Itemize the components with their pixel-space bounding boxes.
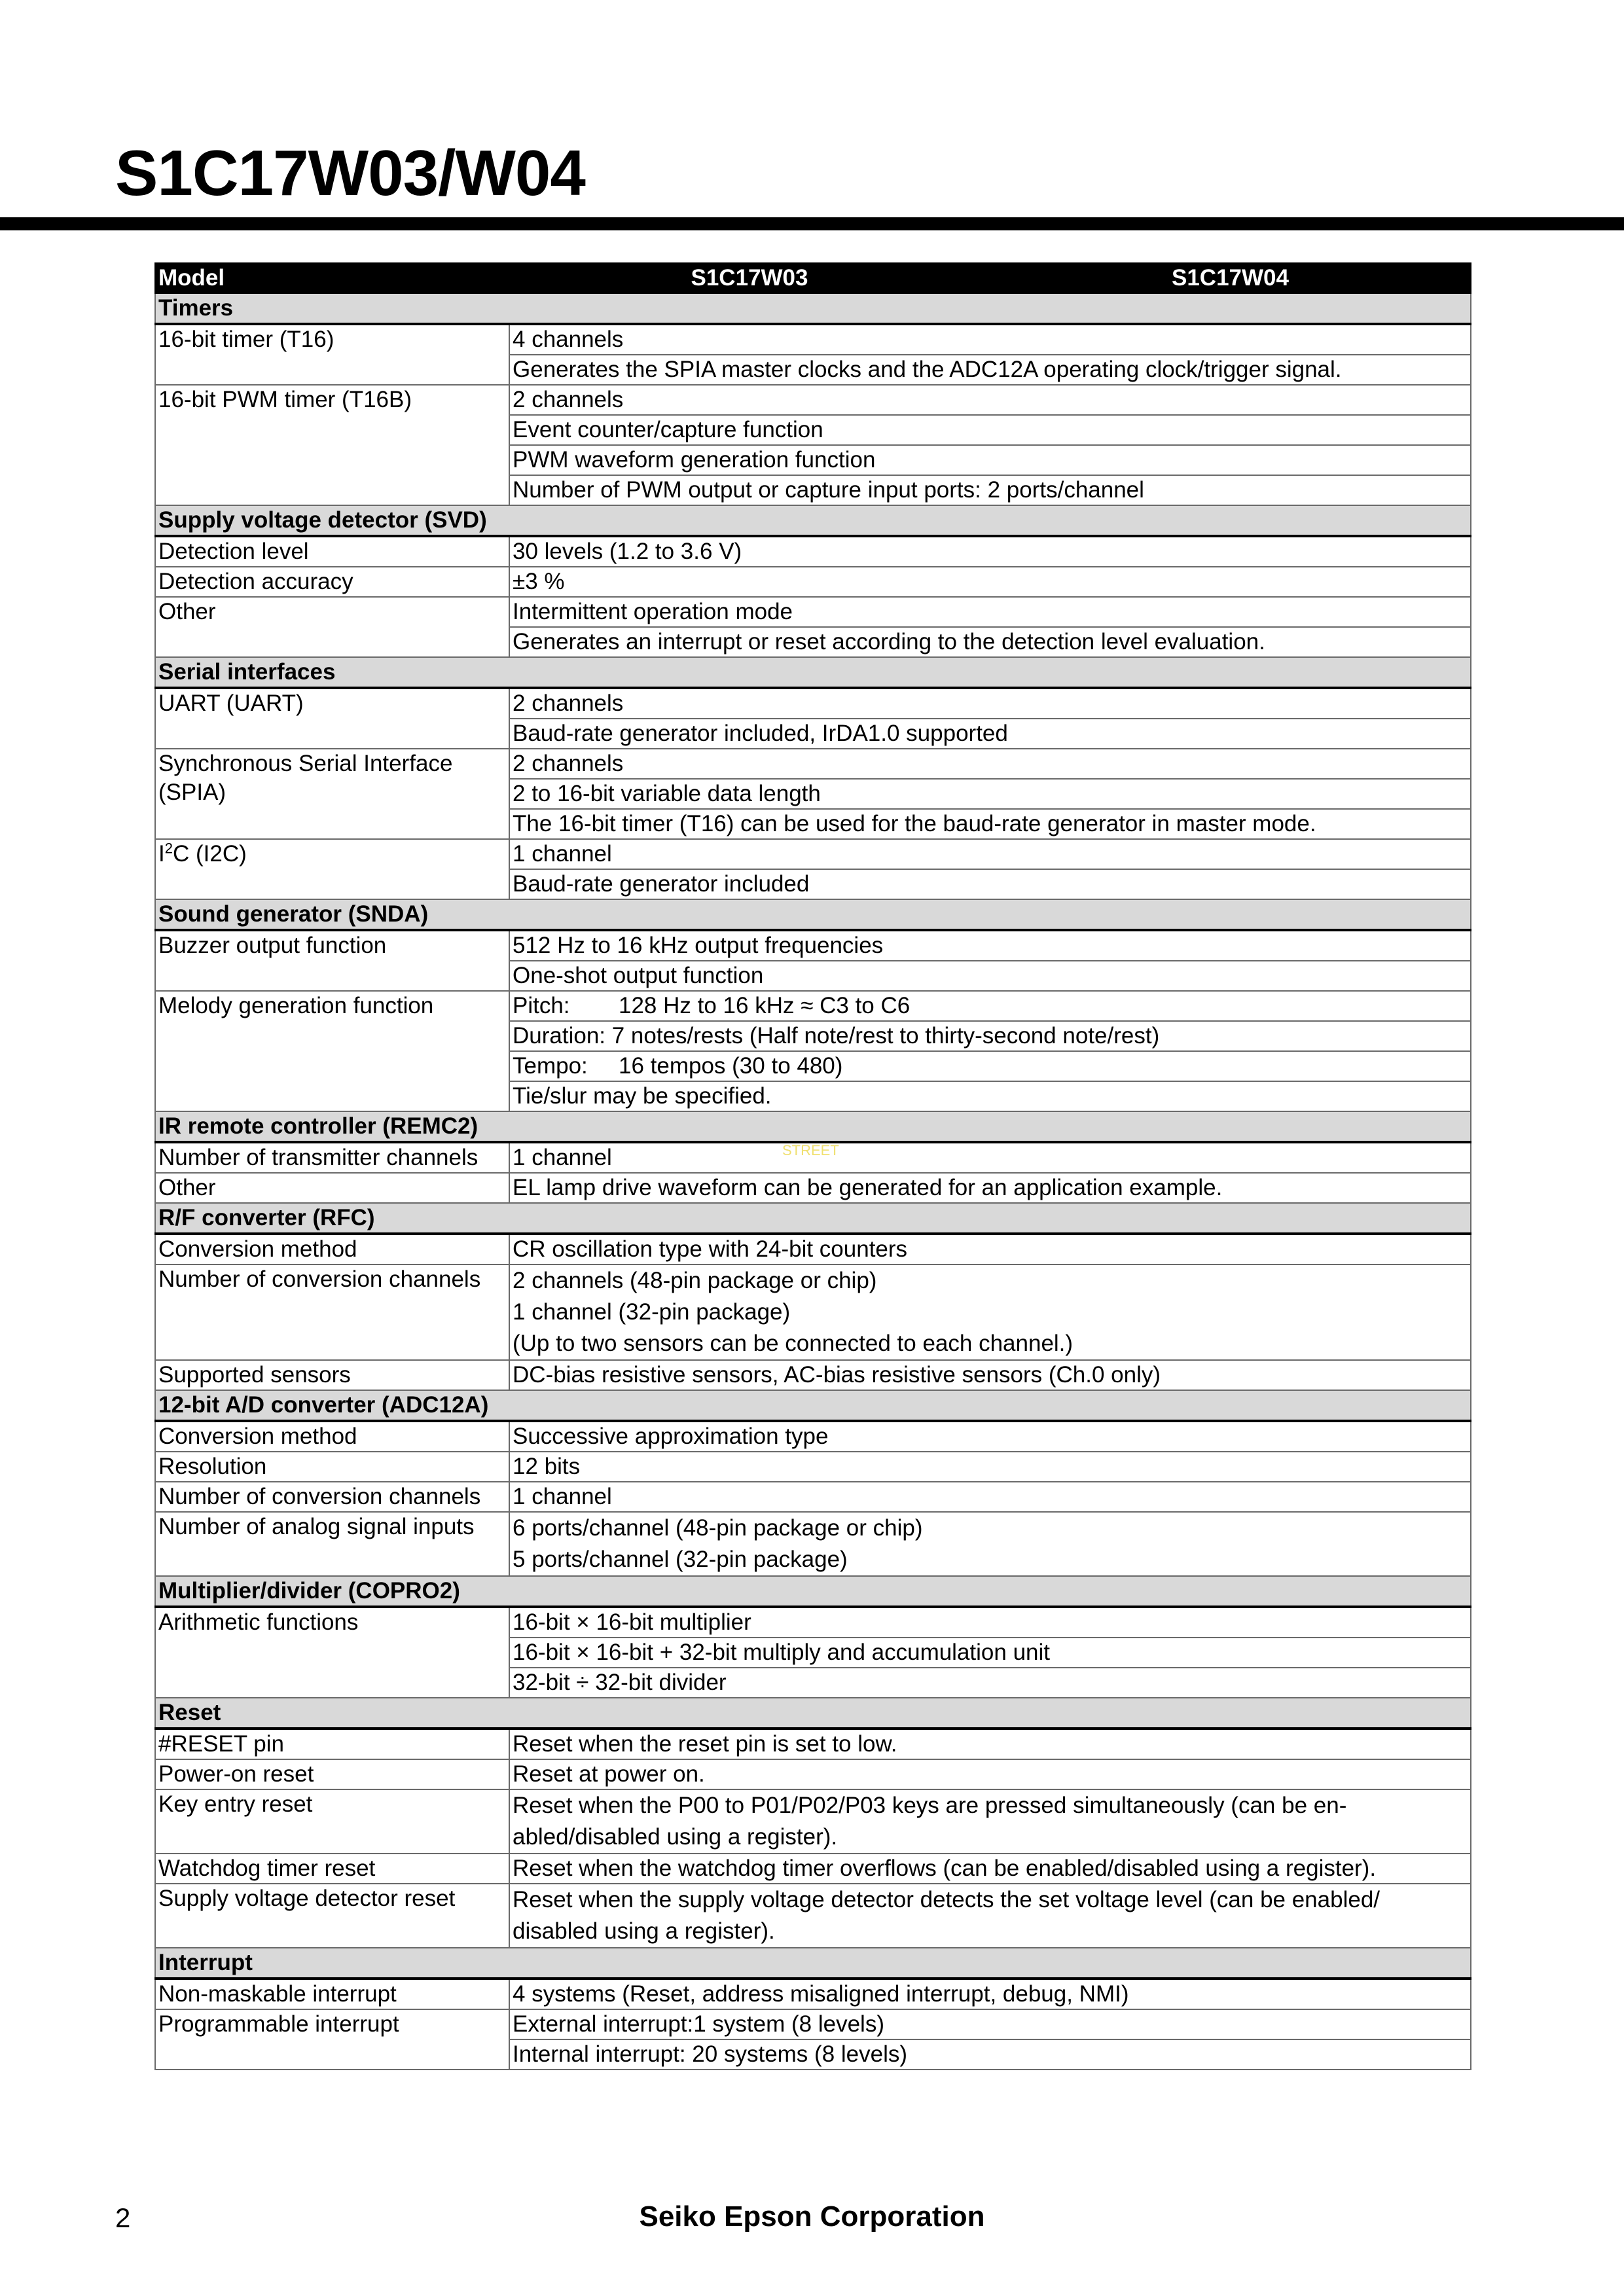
feature-label: Non-maskable interrupt	[155, 1979, 509, 2009]
spec-value: 2 channels	[509, 688, 1471, 719]
spec-value	[509, 1512, 1471, 1576]
spec-value: ±3 %	[509, 567, 1471, 597]
section-remc2: IR remote controller (REMC2)	[155, 1111, 1471, 1142]
table-row	[155, 1884, 1471, 1948]
table-row	[155, 930, 1471, 961]
table-row	[155, 1789, 1471, 1854]
spec-value: Duration: 7 notes/rests (Half note/rest to thirty-second note/rest)	[509, 1021, 1471, 1051]
spec-value: DC-bias resistive sensors, AC-bias resistive sensors (Ch.0 only)	[509, 1360, 1471, 1390]
feature-label: Melody generation function	[155, 991, 509, 1111]
table-row	[155, 567, 1471, 597]
table-row	[155, 991, 1471, 1021]
section-rfc: R/F converter (RFC)	[155, 1203, 1471, 1234]
spec-value: 2 channels	[509, 385, 1471, 415]
spec-value: External interrupt:1 system (8 levels)	[509, 2009, 1471, 2039]
table-row	[155, 1979, 1471, 2009]
section-row	[155, 1948, 1471, 1979]
table-row	[155, 536, 1471, 567]
table-row	[155, 1452, 1471, 1482]
spec-value: 512 Hz to 16 kHz output frequencies	[509, 930, 1471, 961]
feature-label: Supply voltage detector reset	[155, 1884, 509, 1948]
spec-value: Reset when the watchdog timer overflows (can be enabled/disabled using a register).	[509, 1854, 1471, 1884]
feature-label: #RESET pin	[155, 1729, 509, 1759]
feature-label: Watchdog timer reset	[155, 1854, 509, 1884]
spec-value	[509, 1789, 1471, 1854]
company-name: Seiko Epson Corporation	[639, 2200, 985, 2233]
page-title: S1C17W03/W04	[115, 137, 585, 209]
section-serial: Serial interfaces	[155, 657, 1471, 688]
table-row	[155, 385, 1471, 415]
watermark-text: STREET	[782, 1142, 839, 1158]
spec-value: Reset at power on.	[509, 1759, 1471, 1789]
table-row	[155, 1173, 1471, 1203]
feature-label-line: Synchronous Serial Interface	[158, 751, 453, 776]
feature-label: 16-bit timer (T16)	[155, 324, 509, 385]
header-s1c17w03: S1C17W03	[509, 263, 990, 293]
table-row	[155, 1512, 1471, 1576]
feature-label: Number of transmitter channels	[155, 1142, 509, 1173]
spec-value-line: 5 ports/channel (32-pin package)	[513, 1547, 848, 1572]
table-row	[155, 1360, 1471, 1390]
table-row	[155, 688, 1471, 719]
spec-value: EL lamp drive waveform can be generated for an application example.	[509, 1173, 1471, 1203]
section-row	[155, 657, 1471, 688]
spec-value: Generates the SPIA master clocks and the ADC12A operating clock/trigger signal.	[509, 355, 1471, 385]
spec-value-line: Reset when the supply voltage detector detects the set voltage level (can be enabled/	[513, 1887, 1380, 1912]
section-row	[155, 505, 1471, 536]
spec-value: Successive approximation type	[509, 1421, 1471, 1452]
section-adc12a: 12-bit A/D converter (ADC12A)	[155, 1390, 1471, 1421]
table-row	[155, 1729, 1471, 1759]
spec-value: 1 channel	[509, 1142, 1471, 1173]
spec-value	[509, 1051, 1471, 1081]
spec-value: 1 channel	[509, 839, 1471, 869]
spec-value-line: disabled using a register).	[513, 1918, 775, 1944]
feature-label: Programmable interrupt	[155, 2009, 509, 2070]
feature-label: Number of analog signal inputs	[155, 1512, 509, 1576]
header-s1c17w04: S1C17W04	[990, 263, 1471, 293]
tempo-value: 16 tempos (30 to 480)	[619, 1053, 843, 1079]
feature-label: Detection level	[155, 536, 509, 567]
spec-value-line: abled/disabled using a register).	[513, 1824, 838, 1850]
spec-value: 2 to 16-bit variable data length	[509, 779, 1471, 809]
pitch-label: Pitch:	[513, 993, 570, 1018]
tempo-label: Tempo:	[513, 1053, 588, 1079]
feature-label: Number of conversion channels	[155, 1482, 509, 1512]
feature-label: Power-on reset	[155, 1759, 509, 1789]
section-row	[155, 1203, 1471, 1234]
feature-label: Key entry reset	[155, 1789, 509, 1854]
spec-value: PWM waveform generation function	[509, 445, 1471, 475]
spec-value: Reset when the reset pin is set to low.	[509, 1729, 1471, 1759]
spec-value	[509, 1884, 1471, 1948]
table-header-row	[155, 263, 1471, 293]
feature-label: Arithmetic functions	[155, 1607, 509, 1698]
table-row	[155, 2009, 1471, 2039]
feature-label: 16-bit PWM timer (T16B)	[155, 385, 509, 505]
table-row	[155, 324, 1471, 355]
spec-value: 12 bits	[509, 1452, 1471, 1482]
spec-value-line: 6 ports/channel (48-pin package or chip)	[513, 1515, 923, 1541]
section-reset: Reset	[155, 1698, 1471, 1729]
section-copro2: Multiplier/divider (COPRO2)	[155, 1576, 1471, 1607]
spec-value: 16-bit × 16-bit multiplier	[509, 1607, 1471, 1638]
feature-label-line: (SPIA)	[158, 780, 226, 805]
feature-label	[155, 749, 509, 839]
spec-value: Event counter/capture function	[509, 415, 1471, 445]
i2c-label-superscript: 2	[164, 840, 173, 857]
i2c-label-prefix: I	[158, 841, 165, 867]
spec-value: 1 channel	[509, 1482, 1471, 1512]
feature-label: Other	[155, 597, 509, 657]
spec-value-line: 2 channels (48-pin package or chip)	[513, 1268, 877, 1293]
feature-label: Buzzer output function	[155, 930, 509, 991]
section-row	[155, 899, 1471, 930]
section-row	[155, 293, 1471, 324]
table-row	[155, 1234, 1471, 1265]
feature-label: UART (UART)	[155, 688, 509, 749]
spec-value: 4 systems (Reset, address misaligned interrupt, debug, NMI)	[509, 1979, 1471, 2009]
spec-value: 16-bit × 16-bit + 32-bit multiply and accumulation unit	[509, 1638, 1471, 1668]
feature-label: Other	[155, 1173, 509, 1203]
section-row	[155, 1390, 1471, 1421]
page-number: 2	[115, 2202, 131, 2233]
section-row	[155, 1698, 1471, 1729]
spec-value: 2 channels	[509, 749, 1471, 779]
spec-value: Number of PWM output or capture input ports: 2 ports/channel	[509, 475, 1471, 505]
i2c-label-suffix: C (I2C)	[172, 841, 247, 867]
spec-value: Internal interrupt: 20 systems (8 levels)	[509, 2039, 1471, 2070]
table-row	[155, 1265, 1471, 1360]
spec-value-line: Reset when the P00 to P01/P02/P03 keys are pressed simultaneously (can be en-	[513, 1793, 1347, 1818]
pitch-value: 128 Hz to 16 kHz ≈ C3 to C6	[619, 993, 911, 1018]
section-interrupt: Interrupt	[155, 1948, 1471, 1979]
feature-label	[155, 839, 509, 899]
spec-value: CR oscillation type with 24-bit counters	[509, 1234, 1471, 1265]
table-row	[155, 839, 1471, 869]
header-model: Model	[155, 263, 509, 293]
feature-label: Conversion method	[155, 1234, 509, 1265]
section-snda: Sound generator (SNDA)	[155, 899, 1471, 930]
spec-value: Baud-rate generator included	[509, 869, 1471, 899]
spec-value: Baud-rate generator included, IrDA1.0 supported	[509, 719, 1471, 749]
spec-value	[509, 1265, 1471, 1360]
table-row	[155, 749, 1471, 779]
feature-label: Detection accuracy	[155, 567, 509, 597]
title-rule	[0, 217, 1624, 230]
table-row	[155, 1482, 1471, 1512]
spec-value: One-shot output function	[509, 961, 1471, 991]
spec-value: The 16-bit timer (T16) can be used for the baud-rate generator in master mode.	[509, 809, 1471, 839]
section-row	[155, 1111, 1471, 1142]
spec-value-line: 1 channel (32-pin package)	[513, 1299, 791, 1325]
table-row	[155, 1607, 1471, 1638]
spec-value: 32-bit ÷ 32-bit divider	[509, 1668, 1471, 1698]
spec-value: Intermittent operation mode	[509, 597, 1471, 627]
table-row	[155, 1759, 1471, 1789]
feature-label: Number of conversion channels	[155, 1265, 509, 1360]
spec-value-line: (Up to two sensors can be connected to each channel.)	[513, 1331, 1074, 1356]
spec-value: Generates an interrupt or reset according to the detection level evaluation.	[509, 627, 1471, 657]
spec-value: 4 channels	[509, 324, 1471, 355]
table-row	[155, 1854, 1471, 1884]
spec-table	[154, 262, 1471, 2070]
table-row	[155, 1421, 1471, 1452]
section-row	[155, 1576, 1471, 1607]
feature-label: Conversion method	[155, 1421, 509, 1452]
feature-label: Supported sensors	[155, 1360, 509, 1390]
feature-label: Resolution	[155, 1452, 509, 1482]
spec-value: Tie/slur may be specified.	[509, 1081, 1471, 1111]
spec-value: 30 levels (1.2 to 3.6 V)	[509, 536, 1471, 567]
spec-value	[509, 991, 1471, 1021]
section-timers: Timers	[155, 293, 1471, 324]
section-svd: Supply voltage detector (SVD)	[155, 505, 1471, 536]
table-row	[155, 597, 1471, 627]
